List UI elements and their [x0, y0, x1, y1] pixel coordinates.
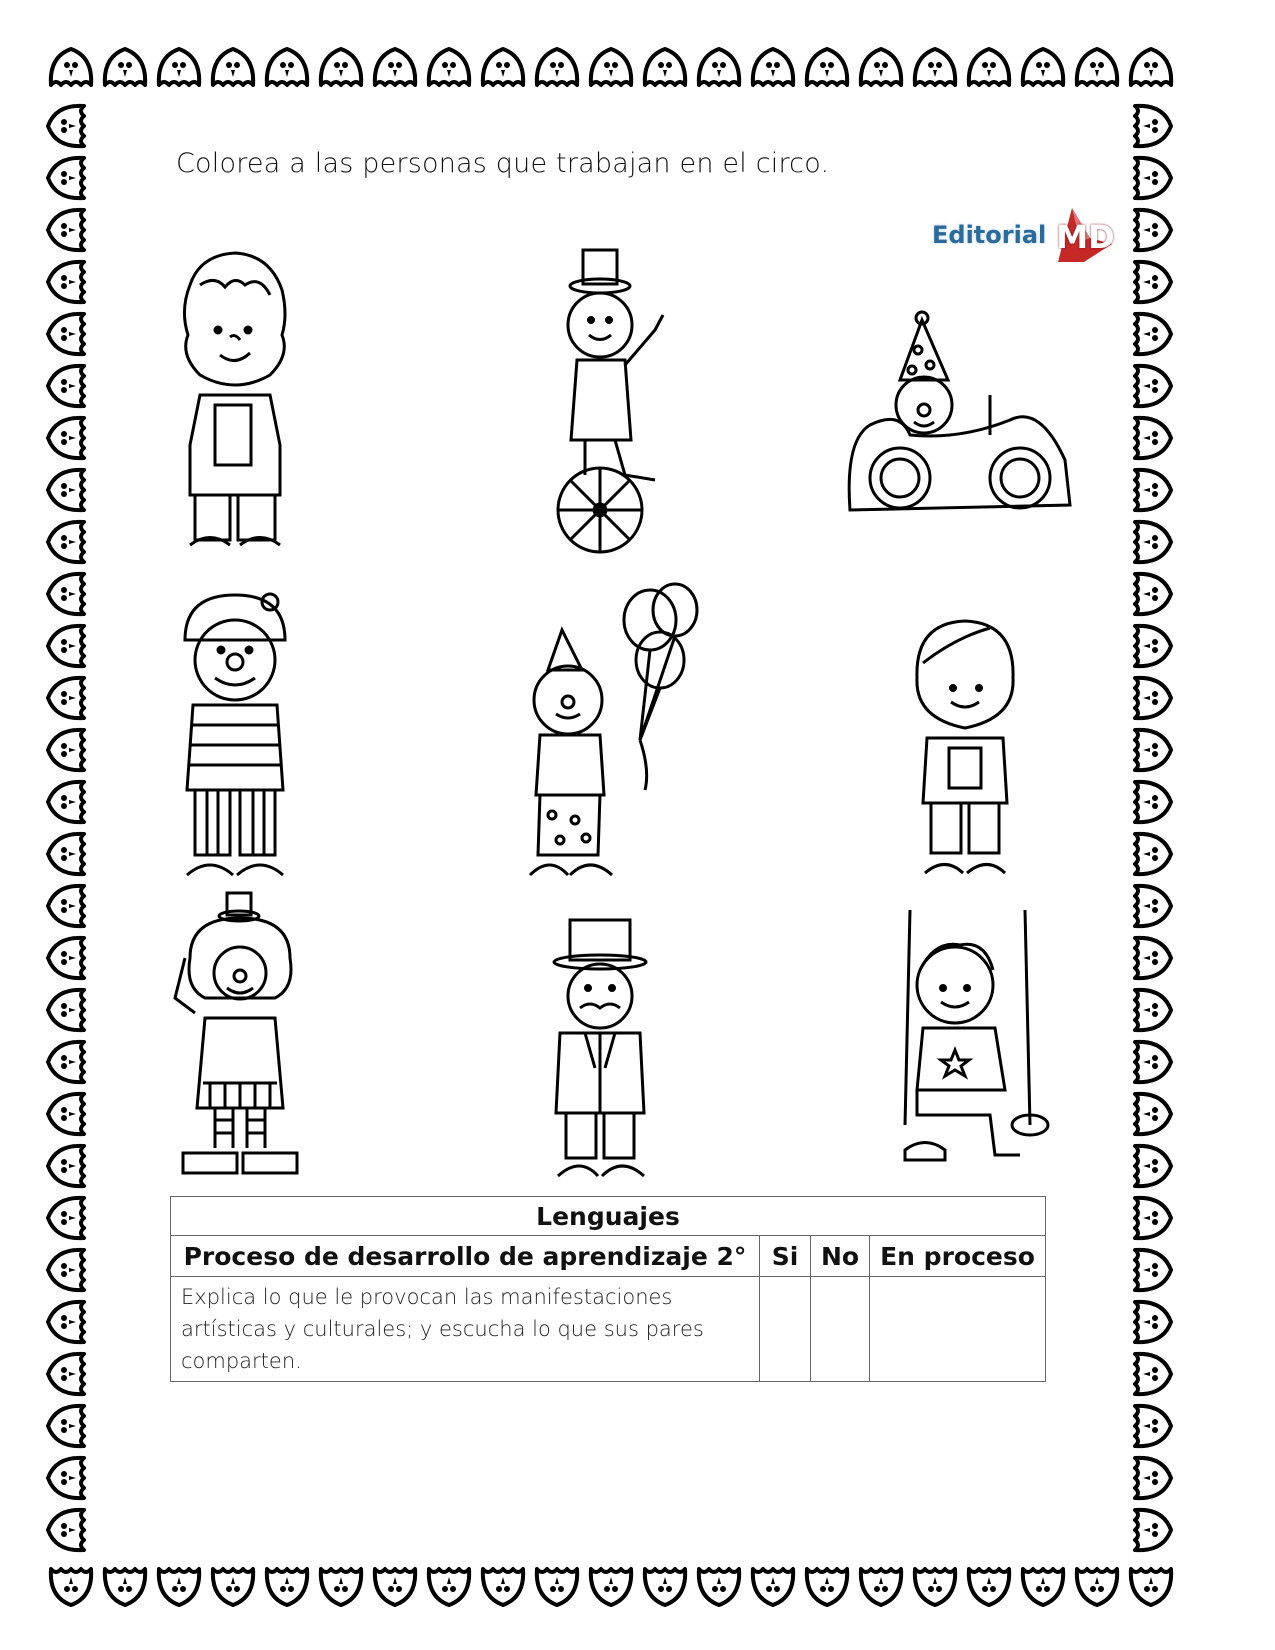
ghost-icon [746, 42, 800, 94]
ghost-icon [1124, 42, 1178, 94]
ghost-icon [40, 880, 94, 932]
ghost-icon [368, 1560, 422, 1612]
ghost-icon [1070, 42, 1124, 94]
ghost-icon [98, 1560, 152, 1612]
ghost-icon [1125, 516, 1179, 568]
ghost-icon [962, 42, 1016, 94]
figure-unicyclist[interactable] [540, 240, 680, 560]
ghost-icon [40, 1296, 94, 1348]
ghost-icon [1124, 1560, 1178, 1612]
ghost-icon [40, 1088, 94, 1140]
ghost-icon [638, 1560, 692, 1612]
ghost-icon [584, 1560, 638, 1612]
ghost-icon [908, 42, 962, 94]
ghost-icon [314, 1560, 368, 1612]
logo-mark-icon: MD [1050, 204, 1116, 266]
ghost-icon [800, 42, 854, 94]
ghost-icon [40, 360, 94, 412]
ghost-icon [1125, 1452, 1179, 1504]
table-title: Lenguajes [171, 1197, 1046, 1236]
ghost-icon [40, 412, 94, 464]
ghost-icon [1125, 932, 1179, 984]
ghost-icon [1016, 42, 1070, 94]
ghost-icon [476, 42, 530, 94]
ghost-icon [206, 42, 260, 94]
ghost-icon [1125, 1088, 1179, 1140]
ghost-icon [1125, 256, 1179, 308]
figure-boy-with-gift[interactable] [160, 240, 310, 560]
border-bottom [44, 1560, 1178, 1612]
ghost-icon [1125, 204, 1179, 256]
ghost-icon [692, 42, 746, 94]
ghost-icon [40, 516, 94, 568]
ghost-icon [40, 464, 94, 516]
ghost-icon [40, 932, 94, 984]
ghost-icon [854, 1560, 908, 1612]
border-right [1125, 100, 1179, 1556]
ghost-icon [44, 42, 98, 94]
ghost-icon [260, 42, 314, 94]
ghost-icon [800, 1560, 854, 1612]
header-no: No [811, 1236, 870, 1277]
figure-girl-with-gift[interactable] [900, 615, 1030, 880]
ghost-icon [1125, 1400, 1179, 1452]
checkbox-si[interactable] [760, 1277, 811, 1382]
checkbox-en-proceso[interactable] [870, 1277, 1046, 1382]
ghost-icon [40, 776, 94, 828]
ghost-icon [1125, 880, 1179, 932]
ghost-icon [40, 672, 94, 724]
ghost-icon [314, 42, 368, 94]
ghost-icon [40, 828, 94, 880]
ghost-icon [40, 1400, 94, 1452]
ghost-icon [746, 1560, 800, 1612]
ghost-icon [40, 984, 94, 1036]
ghost-icon [422, 42, 476, 94]
ghost-icon [260, 1560, 314, 1612]
ghost-icon [40, 100, 94, 152]
criterion-text: Explica lo que le provocan las manifestaciones artísticas y culturales; y escucha lo que sus pares comparten. [171, 1277, 760, 1382]
ghost-icon [422, 1560, 476, 1612]
ghost-icon [1125, 152, 1179, 204]
ghost-icon [40, 1504, 94, 1556]
ghost-icon [1125, 1504, 1179, 1556]
ghost-icon [1125, 1348, 1179, 1400]
ghost-icon [1125, 672, 1179, 724]
ghost-icon [476, 1560, 530, 1612]
ghost-icon [368, 42, 422, 94]
ghost-icon [1125, 360, 1179, 412]
figure-clown-in-car[interactable] [840, 300, 1080, 520]
figure-trapeze-boy[interactable] [895, 910, 1045, 1170]
ghost-icon [98, 42, 152, 94]
ghost-icon [1125, 1244, 1179, 1296]
evaluation-table [170, 1196, 1046, 1382]
figure-clown-striped-shirt[interactable] [160, 590, 310, 880]
ghost-icon [40, 1140, 94, 1192]
ghost-icon [530, 1560, 584, 1612]
ghost-icon [1125, 464, 1179, 516]
ghost-icon [206, 1560, 260, 1612]
ghost-icon [1016, 1560, 1070, 1612]
border-left [40, 100, 94, 1556]
ghost-icon [908, 1560, 962, 1612]
ghost-icon [40, 256, 94, 308]
ghost-icon [638, 42, 692, 94]
ghost-icon [40, 1036, 94, 1088]
ghost-icon [40, 152, 94, 204]
header-en-proceso: En proceso [870, 1236, 1046, 1277]
ghost-icon [1125, 776, 1179, 828]
header-learning-process: Proceso de desarrollo de aprendizaje 2° [171, 1236, 760, 1277]
ghost-icon [1125, 308, 1179, 360]
ghost-icon [1125, 724, 1179, 776]
ghost-icon [1125, 568, 1179, 620]
logo-text: Editorial [932, 221, 1047, 249]
ghost-icon [40, 1348, 94, 1400]
ghost-icon [40, 1192, 94, 1244]
ghost-icon [40, 1452, 94, 1504]
ghost-icon [40, 620, 94, 672]
ghost-icon [1125, 1192, 1179, 1244]
checkbox-no[interactable] [811, 1277, 870, 1382]
ghost-icon [152, 42, 206, 94]
ghost-icon [152, 1560, 206, 1612]
ghost-icon [1125, 100, 1179, 152]
ghost-icon [44, 1560, 98, 1612]
border-top [44, 42, 1178, 94]
figure-clown-girl-waving[interactable] [165, 885, 315, 1180]
ghost-icon [1125, 1296, 1179, 1348]
ghost-icon [1125, 1036, 1179, 1088]
ghost-icon [962, 1560, 1016, 1612]
ghost-icon [40, 308, 94, 360]
ghost-icon [40, 1244, 94, 1296]
figure-ringmaster[interactable] [535, 915, 665, 1180]
figures-grid [160, 240, 1080, 1185]
ghost-icon [40, 568, 94, 620]
ghost-icon [1125, 984, 1179, 1036]
table-row [171, 1277, 1046, 1382]
ghost-icon [1125, 620, 1179, 672]
header-si: Si [760, 1236, 811, 1277]
ghost-icon [1070, 1560, 1124, 1612]
figure-clown-with-balloons[interactable] [520, 590, 720, 880]
ghost-icon [692, 1560, 746, 1612]
ghost-icon [1125, 1140, 1179, 1192]
instruction-text: Colorea a las personas que trabajan en el circo. [176, 148, 830, 179]
ghost-icon [854, 42, 908, 94]
ghost-icon [1125, 828, 1179, 880]
ghost-icon [40, 724, 94, 776]
ghost-icon [584, 42, 638, 94]
ghost-icon [40, 204, 94, 256]
ghost-icon [1125, 412, 1179, 464]
ghost-icon [530, 42, 584, 94]
